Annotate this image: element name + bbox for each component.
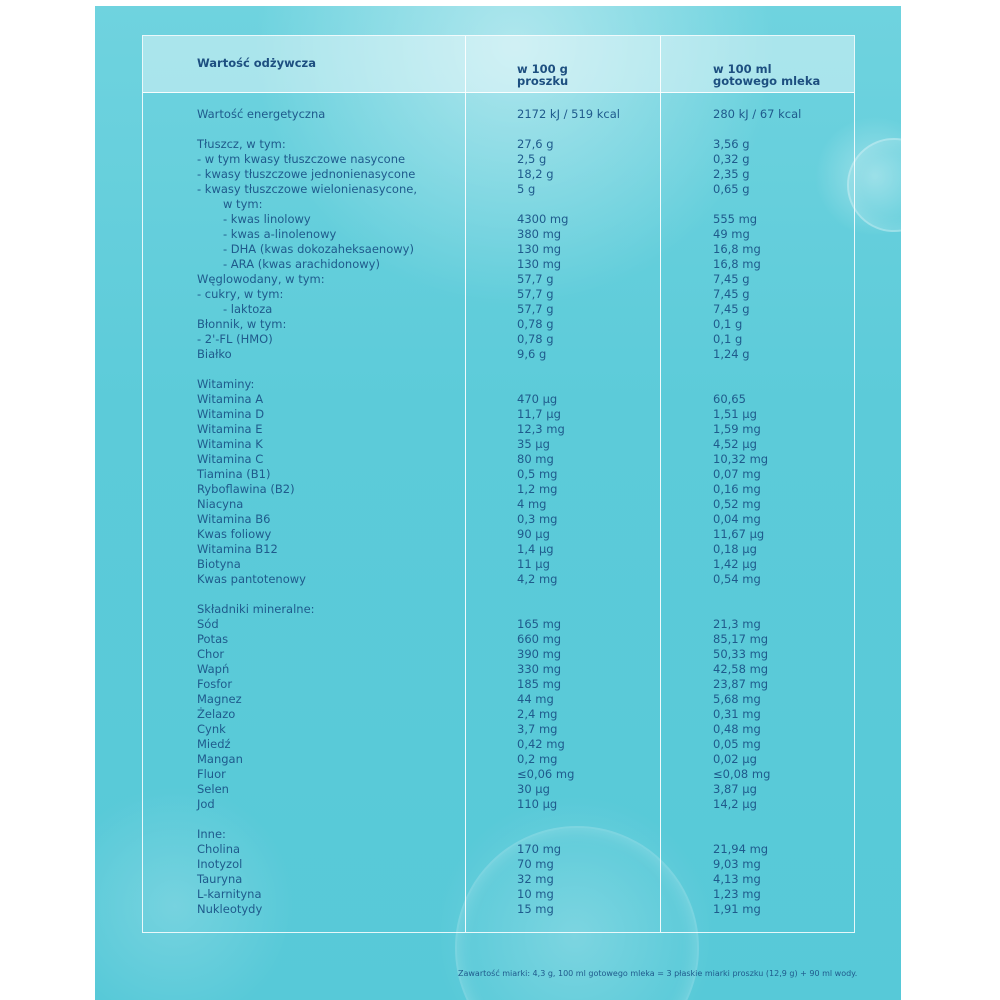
nutrient-name: - kwas a-linolenowy: [223, 227, 337, 241]
nutrient-name: Żelazo: [197, 707, 236, 721]
value-per-100g: 44 mg: [517, 692, 554, 706]
nutrient-name: Sód: [197, 617, 219, 631]
value-per-100g: 5 g: [517, 182, 536, 196]
value-per-100g: 57,7 g: [517, 302, 554, 316]
header-per-100ml: [713, 63, 820, 87]
table-row: [143, 437, 854, 452]
value-per-100g: 0,78 g: [517, 317, 554, 331]
value-per-100ml: 16,8 mg: [713, 257, 761, 271]
table-row: [143, 797, 854, 812]
nutrient-name: Witamina E: [197, 422, 263, 436]
table-row: [143, 332, 854, 347]
nutrient-name: Ryboflawina (B2): [197, 482, 295, 496]
table-row: [143, 887, 854, 902]
table-row: [143, 677, 854, 692]
value-per-100ml: 0,1 g: [713, 317, 743, 331]
nutrient-name: Nukleotydy: [197, 902, 263, 916]
value-per-100g: 18,2 g: [517, 167, 554, 181]
value-per-100ml: 60,65: [713, 392, 746, 406]
table-row: [143, 527, 854, 542]
value-per-100g: 30 µg: [517, 782, 550, 796]
value-per-100ml: 0,1 g: [713, 332, 743, 346]
table-row: [143, 497, 854, 512]
nutrient-name: L-karnityna: [197, 887, 262, 901]
value-per-100g: 130 mg: [517, 257, 562, 271]
value-per-100ml: 555 mg: [713, 212, 758, 226]
value-per-100ml: 21,3 mg: [713, 617, 761, 631]
value-per-100ml: 0,52 mg: [713, 497, 761, 511]
table-row: [143, 482, 854, 497]
table-row: [143, 842, 854, 857]
value-per-100ml: 85,17 mg: [713, 632, 769, 646]
nutrient-name: Fluor: [197, 767, 226, 781]
value-per-100g: 0,5 mg: [517, 467, 558, 481]
value-per-100g: 390 mg: [517, 647, 562, 661]
value-per-100g: 470 µg: [517, 392, 558, 406]
value-per-100g: 27,6 g: [517, 137, 554, 151]
value-per-100ml: 0,02 µg: [713, 752, 757, 766]
nutrient-name: w tym:: [223, 197, 263, 211]
table-row: [143, 212, 854, 227]
value-per-100g: 2,5 g: [517, 152, 547, 166]
value-per-100g: 80 mg: [517, 452, 554, 466]
nutrient-name: Chor: [197, 647, 225, 661]
value-per-100ml: 0,07 mg: [713, 467, 761, 481]
value-per-100ml: 1,24 g: [713, 347, 750, 361]
value-per-100ml: 10,32 mg: [713, 452, 769, 466]
nutrient-name: Witamina C: [197, 452, 264, 466]
table-row: [143, 557, 854, 572]
value-per-100g: 15 mg: [517, 902, 554, 916]
value-per-100ml: 14,2 µg: [713, 797, 757, 811]
table-row: [143, 167, 854, 182]
value-per-100ml: 0,48 mg: [713, 722, 761, 736]
nutrient-name: Kwas foliowy: [197, 527, 272, 541]
nutrient-name: - kwasy tłuszczowe jednonienasycone: [197, 167, 416, 181]
table-row: [143, 737, 854, 752]
value-per-100g: 9,6 g: [517, 347, 547, 361]
value-per-100g: 110 µg: [517, 797, 558, 811]
nutrient-name: - kwas linolowy: [223, 212, 311, 226]
table-row: [143, 302, 854, 317]
value-per-100g: 2172 kJ / 519 kcal: [517, 107, 620, 121]
table-row: [143, 242, 854, 257]
nutrient-name: Tauryna: [197, 872, 243, 886]
value-per-100g: 11 µg: [517, 557, 550, 571]
nutrient-name: - laktoza: [223, 302, 273, 316]
table-row: [143, 182, 854, 197]
value-per-100ml: 1,23 mg: [713, 887, 761, 901]
value-per-100g: 660 mg: [517, 632, 562, 646]
nutrient-name: - 2'-FL (HMO): [197, 332, 273, 346]
value-per-100ml: 3,56 g: [713, 137, 750, 151]
value-per-100g: 170 mg: [517, 842, 562, 856]
value-per-100g: 11,7 µg: [517, 407, 561, 421]
table-row: [143, 317, 854, 332]
nutrient-name: Białko: [197, 347, 232, 361]
value-per-100ml: 2,35 g: [713, 167, 750, 181]
table-row: [143, 872, 854, 887]
nutrient-name: Selen: [197, 782, 229, 796]
table-row: [143, 617, 854, 632]
table-row: [143, 752, 854, 767]
value-per-100g: 10 mg: [517, 887, 554, 901]
value-per-100ml: 7,45 g: [713, 302, 750, 316]
value-per-100ml: 0,65 g: [713, 182, 750, 196]
serving-footnote: Zawartość miarki: 4,3 g, 100 ml gotowego mleka = 3 płaskie miarki proszku (12,9 g) + 90 ml wody.: [458, 969, 858, 978]
value-per-100ml: 4,52 µg: [713, 437, 757, 451]
value-per-100ml: 3,87 µg: [713, 782, 757, 796]
nutrient-name: Miedź: [197, 737, 231, 751]
value-per-100g: 32 mg: [517, 872, 554, 886]
table-row: [143, 572, 854, 587]
value-per-100g: 12,3 mg: [517, 422, 565, 436]
table-row: [143, 767, 854, 782]
nutrient-name: Tiamina (B1): [197, 467, 271, 481]
value-per-100ml: 0,04 mg: [713, 512, 761, 526]
nutrition-panel: [95, 6, 901, 1000]
nutrient-name: Składniki mineralne:: [197, 602, 315, 616]
value-per-100ml: 0,32 g: [713, 152, 750, 166]
nutrient-name: Mangan: [197, 752, 243, 766]
header-per-100g: [517, 63, 568, 87]
nutrient-name: - w tym kwasy tłuszczowe nasycone: [197, 152, 406, 166]
header-per-100ml-line1: w 100 ml: [713, 62, 772, 76]
value-per-100ml: 280 kJ / 67 kcal: [713, 107, 802, 121]
table-row: [143, 467, 854, 482]
value-per-100ml: 5,68 mg: [713, 692, 761, 706]
table-row: [143, 392, 854, 407]
table-row: [143, 632, 854, 647]
header-per-100g-line1: w 100 g: [517, 62, 568, 76]
value-per-100g: 4,2 mg: [517, 572, 558, 586]
value-per-100g: ≤0,06 mg: [517, 767, 575, 781]
table-row: [143, 857, 854, 872]
value-per-100g: 0,2 mg: [517, 752, 558, 766]
table-row: [143, 347, 854, 362]
value-per-100ml: 16,8 mg: [713, 242, 761, 256]
table-row: [143, 512, 854, 527]
value-per-100g: 57,7 g: [517, 287, 554, 301]
nutrient-name: Biotyna: [197, 557, 241, 571]
table-row: [143, 407, 854, 422]
value-per-100ml: 1,51 µg: [713, 407, 757, 421]
value-per-100g: 4 mg: [517, 497, 547, 511]
nutrient-name: Witamina D: [197, 407, 265, 421]
header-per-100g-line2: proszku: [517, 74, 569, 88]
value-per-100ml: 50,33 mg: [713, 647, 769, 661]
table-row: [143, 902, 854, 917]
nutrient-name: Wapń: [197, 662, 230, 676]
value-per-100ml: 49 mg: [713, 227, 750, 241]
nutrient-name: Inotyzol: [197, 857, 243, 871]
value-per-100ml: 0,54 mg: [713, 572, 761, 586]
value-per-100g: 4300 mg: [517, 212, 569, 226]
value-per-100ml: 0,18 µg: [713, 542, 757, 556]
table-row: [143, 107, 854, 122]
value-per-100g: 1,4 µg: [517, 542, 554, 556]
nutrient-name: Witamina B6: [197, 512, 271, 526]
value-per-100g: 0,3 mg: [517, 512, 558, 526]
table-row: [143, 287, 854, 302]
value-per-100ml: 23,87 mg: [713, 677, 769, 691]
table-row: [143, 227, 854, 242]
nutrient-name: Kwas pantotenowy: [197, 572, 306, 586]
table-row: [143, 662, 854, 677]
nutrient-name: - cukry, w tym:: [197, 287, 284, 301]
table-row: [143, 422, 854, 437]
table-row: [143, 272, 854, 287]
value-per-100ml: 4,13 mg: [713, 872, 761, 886]
table-row: [143, 377, 854, 392]
nutrient-name: Witaminy:: [197, 377, 255, 391]
nutrient-name: Witamina K: [197, 437, 263, 451]
decorative-bubble: [847, 138, 901, 232]
nutrient-name: Błonnik, w tym:: [197, 317, 287, 331]
nutrient-name: - ARA (kwas arachidonowy): [223, 257, 380, 271]
value-per-100ml: 7,45 g: [713, 272, 750, 286]
value-per-100ml: 1,59 mg: [713, 422, 761, 436]
table-row: [143, 602, 854, 617]
nutrient-name: Cholina: [197, 842, 241, 856]
header-per-100ml-line2: gotowego mleka: [713, 74, 821, 88]
nutrient-name: Tłuszcz, w tym:: [197, 137, 286, 151]
table-row: [143, 452, 854, 467]
value-per-100ml: 21,94 mg: [713, 842, 769, 856]
header-nutrient: Wartość odżywcza: [197, 56, 316, 70]
table-row: [143, 827, 854, 842]
value-per-100g: 90 µg: [517, 527, 550, 541]
nutrient-name: Fosfor: [197, 677, 233, 691]
value-per-100g: 0,42 mg: [517, 737, 565, 751]
value-per-100ml: 1,91 mg: [713, 902, 761, 916]
value-per-100ml: 9,03 mg: [713, 857, 761, 871]
value-per-100g: 35 µg: [517, 437, 550, 451]
value-per-100ml: 0,16 mg: [713, 482, 761, 496]
value-per-100g: 3,7 mg: [517, 722, 558, 736]
value-per-100ml: 11,67 µg: [713, 527, 765, 541]
table-row: [143, 692, 854, 707]
value-per-100g: 0,78 g: [517, 332, 554, 346]
value-per-100g: 1,2 mg: [517, 482, 558, 496]
nutrition-table: [142, 35, 855, 933]
value-per-100g: 165 mg: [517, 617, 562, 631]
value-per-100g: 57,7 g: [517, 272, 554, 286]
value-per-100ml: 0,05 mg: [713, 737, 761, 751]
nutrient-name: Witamina B12: [197, 542, 278, 556]
value-per-100ml: 0,31 mg: [713, 707, 761, 721]
table-row: [143, 707, 854, 722]
value-per-100g: 70 mg: [517, 857, 554, 871]
value-per-100ml: ≤0,08 mg: [713, 767, 771, 781]
nutrient-name: Witamina A: [197, 392, 264, 406]
value-per-100ml: 1,42 µg: [713, 557, 757, 571]
value-per-100g: 330 mg: [517, 662, 562, 676]
nutrient-name: Wartość energetyczna: [197, 107, 326, 121]
table-row: [143, 137, 854, 152]
table-row: [143, 197, 854, 212]
nutrient-name: Inne:: [197, 827, 226, 841]
value-per-100g: 130 mg: [517, 242, 562, 256]
nutrient-name: Jod: [197, 797, 215, 811]
table-row: [143, 257, 854, 272]
value-per-100g: 185 mg: [517, 677, 562, 691]
nutrient-name: - DHA (kwas dokozaheksaenowy): [223, 242, 414, 256]
nutrient-name: - kwasy tłuszczowe wielonienasycone,: [197, 182, 417, 196]
value-per-100g: 380 mg: [517, 227, 562, 241]
value-per-100g: 2,4 mg: [517, 707, 558, 721]
nutrient-name: Potas: [197, 632, 229, 646]
table-row: [143, 152, 854, 167]
table-row: [143, 782, 854, 797]
nutrient-name: Węglowodany, w tym:: [197, 272, 325, 286]
table-row: [143, 542, 854, 557]
table-row: [143, 647, 854, 662]
table-row: [143, 722, 854, 737]
nutrient-name: Cynk: [197, 722, 226, 736]
value-per-100ml: 42,58 mg: [713, 662, 769, 676]
nutrient-name: Magnez: [197, 692, 242, 706]
value-per-100ml: 7,45 g: [713, 287, 750, 301]
nutrient-name: Niacyna: [197, 497, 244, 511]
